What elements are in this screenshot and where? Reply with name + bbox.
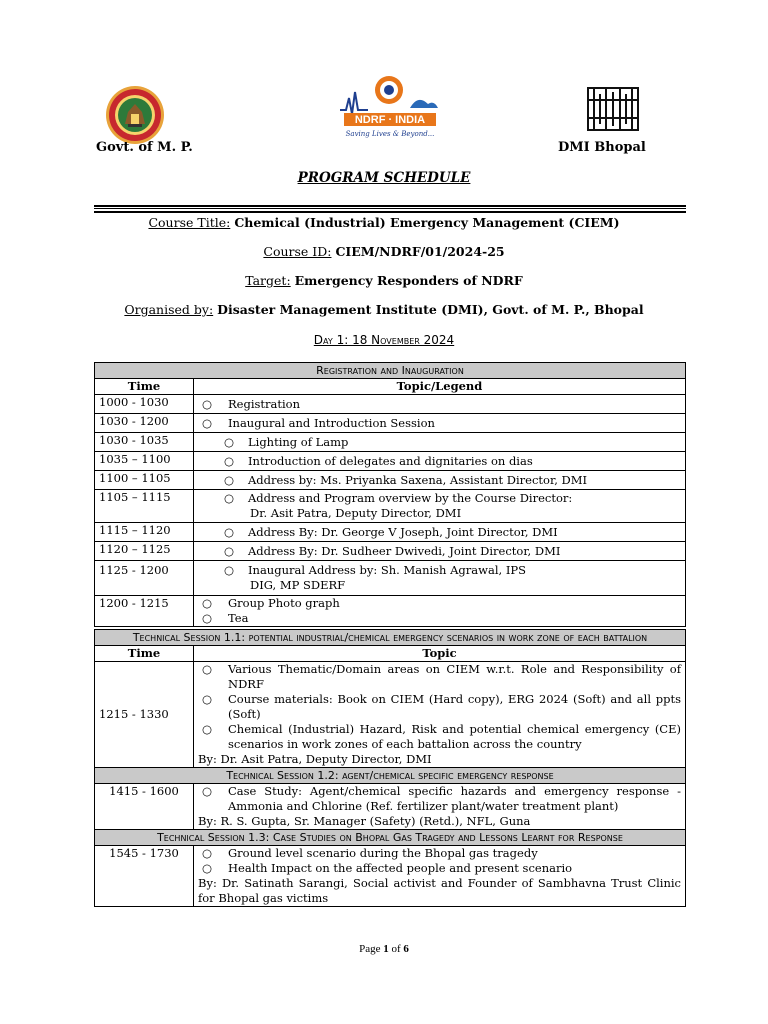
speaker-text: By: R. S. Gupta, Sr. Manager (Safety) (Retd.), NFL, Guna <box>198 814 531 828</box>
topic-text: Ground level scenario during the Bhopal gas tragedy <box>228 846 538 860</box>
page-footer <box>0 943 768 955</box>
table-header-row <box>95 379 686 395</box>
dmi-bhopal-label: DMI Bhopal <box>558 140 646 155</box>
ndrf-logo-icon <box>338 70 440 140</box>
section-heading: Technical Session 1.2: agent/chemical specific emergency response <box>95 768 686 784</box>
topic-cell: ○ Registration <box>194 395 686 414</box>
table-row <box>95 561 686 596</box>
topic-cell: ○ Case Study: Agent/chemical specific hazards and emergency response - Ammonia and Chlorine (Ref. fertilizer plant/water treatment plant) By: R. S. Gupta, Sr. Manager (Safety) (Retd.), NFL, Guna <box>194 784 686 830</box>
organised-by-line <box>0 302 768 317</box>
topic-text: Introduction of delegates and dignitaries on dias <box>248 453 533 468</box>
column-header-time: Time <box>95 646 194 662</box>
table-row <box>95 471 686 490</box>
mp-government-emblem-icon <box>104 84 166 146</box>
topic-text-continued: DIG, MP SDERF <box>250 578 346 592</box>
technical-sessions-table <box>94 629 686 907</box>
time-cell: 1125 - 1200 <box>95 561 194 596</box>
topic-cell: ○ Address By: Dr. George V Joseph, Joint Director, DMI <box>194 523 686 542</box>
table-row <box>95 433 686 452</box>
footer-of-word: of <box>391 943 401 955</box>
footer-page-word: Page <box>359 943 381 955</box>
time-cell: 1415 - 1600 <box>95 784 194 830</box>
target-label: Target: <box>245 273 291 288</box>
ndrf-tagline: Saving Lives & Beyond... <box>345 130 435 138</box>
topic-cell: ○ Address By: Dr. Sudheer Dwivedi, Joint Director, DMI <box>194 542 686 561</box>
topic-text: Various Thematic/Domain areas on CIEM w.r.t. Role and Responsibility of NDRF <box>228 662 681 691</box>
topic-cell: ○ Inaugural and Introduction Session <box>194 414 686 433</box>
page-title: PROGRAM SCHEDULE <box>297 170 471 186</box>
time-cell: 1030 - 1200 <box>95 414 194 433</box>
topic-text: Inaugural and Introduction Session <box>228 415 435 430</box>
table-row <box>95 414 686 433</box>
course-id-label: Course ID: <box>263 244 332 259</box>
time-cell: 1115 – 1120 <box>95 523 194 542</box>
footer-page-total: 6 <box>403 943 409 955</box>
topic-text: Address and Program overview by the Course Director: <box>248 491 573 505</box>
table-row <box>95 452 686 471</box>
table-row <box>95 596 686 627</box>
table-row <box>95 846 686 907</box>
target-value: Emergency Responders of NDRF <box>294 273 523 288</box>
topic-text: Inaugural Address by: Sh. Manish Agrawal, IPS <box>248 563 526 577</box>
topic-text: Chemical (Industrial) Hazard, Risk and potential chemical emergency (CE) scenarios in work zones of each battalion across the country <box>228 722 681 751</box>
table-row <box>95 542 686 561</box>
table-row <box>95 523 686 542</box>
course-id-line <box>0 244 768 259</box>
table-row <box>95 662 686 768</box>
topic-text: Group Photo graph <box>228 596 340 610</box>
topic-cell: ○ Address by: Ms. Priyanka Saxena, Assistant Director, DMI <box>194 471 686 490</box>
time-cell: 1035 – 1100 <box>95 452 194 471</box>
column-header-time: Time <box>95 379 194 395</box>
footer-page-number: 1 <box>383 943 389 955</box>
topic-text: Address By: Dr. Sudheer Dwivedi, Joint Director, DMI <box>248 543 561 558</box>
course-id-value: CIEM/NDRF/01/2024-25 <box>335 244 505 259</box>
day-heading: Day 1: 18 November 2024 <box>313 333 455 347</box>
topic-text: Health Impact on the affected people and present scenario <box>228 861 573 875</box>
time-cell: 1105 – 1115 <box>95 490 194 523</box>
header-divider <box>94 205 686 213</box>
topic-cell: ○ Inaugural Address by: Sh. Manish Agrawal, IPS DIG, MP SDERF <box>194 561 686 596</box>
topic-text: Lighting of Lamp <box>248 434 349 449</box>
table-row <box>95 490 686 523</box>
course-title-line <box>0 215 768 230</box>
topic-cell: ○ Lighting of Lamp <box>194 433 686 452</box>
topic-cell: ○ Group Photo graph ○ Tea <box>194 596 686 627</box>
section-heading: Technical Session 1.3: Case Studies on Bhopal Gas Tragedy and Lessons Learnt for Response <box>95 830 686 846</box>
section-heading: Technical Session 1.1: potential industrial/chemical emergency scenarios in work zone of each battalion <box>95 630 686 646</box>
time-cell: 1030 - 1035 <box>95 433 194 452</box>
time-cell: 1215 - 1330 <box>95 662 194 768</box>
course-title-label: Course Title: <box>148 215 231 230</box>
govt-mp-label: Govt. of M. P. <box>96 140 193 155</box>
time-cell: 1000 - 1030 <box>95 395 194 414</box>
topic-text: Registration <box>228 396 301 411</box>
organised-by-value: Disaster Management Institute (DMI), Govt. of M. P., Bhopal <box>217 302 644 317</box>
topic-text-continued: Dr. Asit Patra, Deputy Director, DMI <box>250 506 462 520</box>
time-cell: 1200 - 1215 <box>95 596 194 627</box>
column-header-topic: Topic <box>194 646 686 662</box>
dmi-logo-icon <box>584 84 642 134</box>
organised-by-label: Organised by: <box>124 302 214 317</box>
topic-cell: ○ Address and Program overview by the Course Director: Dr. Asit Patra, Deputy Director, DMI <box>194 490 686 523</box>
topic-text: Case Study: Agent/chemical specific hazards and emergency response - Ammonia and Chlorine (Ref. fertilizer plant/water treatment plant) <box>228 784 681 813</box>
topic-text: Tea <box>228 611 249 625</box>
topic-text: Address by: Ms. Priyanka Saxena, Assistant Director, DMI <box>248 472 588 487</box>
topic-cell: ○ Ground level scenario during the Bhopal gas tragedy ○ Health Impact on the affected people and present scenario By: Dr. Satinath Sarangi, Social activist and Founder of Sambhavna Trust Clinic for Bhopal gas victims <box>194 846 686 907</box>
ndrf-logo-text: NDRF · INDIA <box>354 114 426 126</box>
time-cell: 1120 – 1125 <box>95 542 194 561</box>
registration-inauguration-table <box>94 362 686 627</box>
speaker-text: By: Dr. Satinath Sarangi, Social activist and Founder of Sambhavna Trust Clinic for Bhopal gas victims <box>198 876 681 905</box>
column-header-topic: Topic/Legend <box>194 379 686 395</box>
time-cell: 1100 – 1105 <box>95 471 194 490</box>
topic-text: Course materials: Book on CIEM (Hard copy), ERG 2024 (Soft) and all ppts (Soft) <box>228 692 681 721</box>
course-title-value: Chemical (Industrial) Emergency Management (CIEM) <box>234 215 620 230</box>
topic-cell: ○ Various Thematic/Domain areas on CIEM w.r.t. Role and Responsibility of NDRF ○ Course materials: Book on CIEM (Hard copy), ERG 2024 (Soft) and all ppts (Soft) ○ Chemical (Industrial) Hazard, Risk and potential chemical emergency (CE) scenarios in work zones of each battalion across the country By: Dr. Asit Patra, Deputy Director, DMI <box>194 662 686 768</box>
section-heading: Registration and Inauguration <box>95 363 686 379</box>
speaker-text: By: Dr. Asit Patra, Deputy Director, DMI <box>198 752 432 766</box>
topic-cell: ○ Introduction of delegates and dignitaries on dias <box>194 452 686 471</box>
table-row <box>95 395 686 414</box>
time-cell: 1545 - 1730 <box>95 846 194 907</box>
table-row <box>95 784 686 830</box>
target-line <box>0 273 768 288</box>
table-header-row <box>95 646 686 662</box>
topic-text: Address By: Dr. George V Joseph, Joint Director, DMI <box>248 524 558 539</box>
